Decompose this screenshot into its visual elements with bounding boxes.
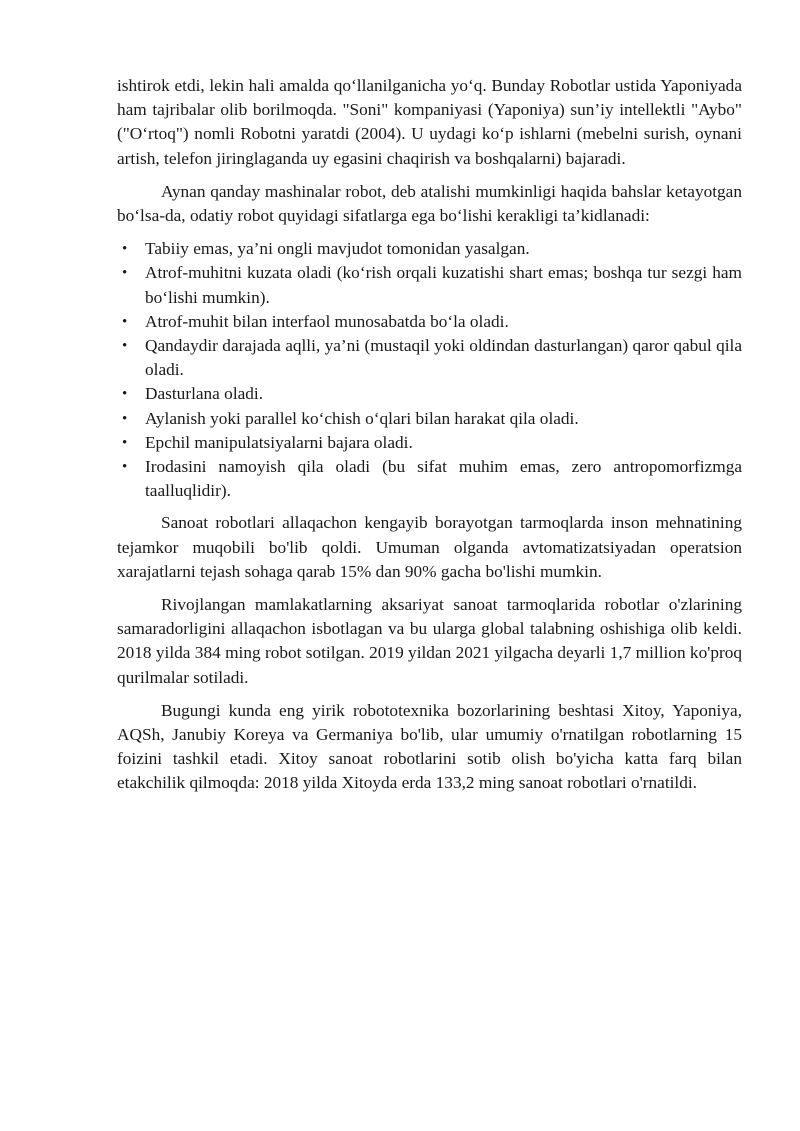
list-item — [117, 237, 742, 261]
list-item — [117, 382, 742, 406]
list-item-text: Aylanish yoki parallel ko‘chish o‘qlari bilan harakat qila oladi. — [145, 408, 579, 428]
list-item-text: Epchil manipulatsiyalarni bajara oladi. — [145, 432, 413, 452]
bullet-icon: • — [122, 410, 128, 427]
list-item-text: Atrof-muhit bilan interfaol munosabatda bo‘la oladi. — [145, 311, 509, 331]
list-item — [117, 261, 742, 309]
paragraph-robot-definition: Aynan qanday mashinalar robot, deb atalishi mumkinligi haqida bahslar ketayotgan bo‘lsa-da, odatiy robot quyidagi sifatlarga ega bo‘lishi kerakligi ta’kidlanadi: — [117, 181, 742, 226]
document-body — [117, 74, 742, 805]
bullet-icon: • — [122, 241, 128, 258]
bullet-icon: • — [122, 459, 128, 476]
bullet-icon: • — [122, 313, 128, 330]
list-item-text: Irodasini namoyish qila oladi (bu sifat muhim emas, zero antropomorfizmga taalluqlidir). — [145, 457, 742, 501]
list-item — [117, 407, 742, 431]
paragraph-largest-markets: Bugungi kunda eng yirik robototexnika bozorlarining beshtasi Xitoy, Yaponiya, AQSh, Janubiy Koreya va Germaniya bo'lib, ular umumiy o'rnatilgan robotlarning 15 foizini tashkil etadi. Xitoy sanoat robotlarini sotib olish bo'yicha katta farq bilan etakchilik qilmoqda: 2018 yilda Xitoyda erda 133,2 ming sanoat robotlari o'rnatildi. — [117, 700, 742, 793]
list-item — [117, 431, 742, 455]
list-item — [117, 334, 742, 382]
bullet-icon: • — [122, 265, 128, 282]
bullet-icon: • — [122, 338, 128, 355]
list-item — [117, 455, 742, 503]
bullet-icon: • — [122, 386, 128, 403]
list-item — [117, 310, 742, 334]
list-item-text: Tabiiy emas, ya’ni ongli mavjudot tomonidan yasalgan. — [145, 239, 530, 259]
bullet-icon: • — [122, 434, 128, 451]
list-item-text: Atrof-muhitni kuzata oladi (ko‘rish orqali kuzatishi shart emas; boshqa tur sezgi ham bo‘lishi mumkin). — [145, 263, 742, 307]
robot-qualities-list — [117, 237, 742, 503]
list-item-text: Dasturlana oladi. — [145, 384, 264, 404]
paragraph-continuation: ishtirok etdi, lekin hali amalda qo‘llanilganicha yo‘q. Bunday Robotlar ustida Yaponiyada ham tajribalar olib borilmoqda. "Soni" kompaniyasi (Yaponiya) sun’iy intellektli "Aybo" ("O‘rtoq") nomli Robotni yaratdi (2004). U uydagi ko‘p ishlarni (mebelni surish, oynani artish, telefon jiringlaganda uy egasini chaqirish va boshqalarni) bajaradi. — [117, 76, 742, 168]
paragraph-developed-countries: Rivojlangan mamlakatlarning aksariyat sanoat tarmoqlarida robotlar o'zlarining samaradorligini allaqachon isbotlagan va bu ularga global talabning oshishiga olib keldi. 2018 yilda 384 ming robot sotilgan. 2019 yildan 2021 yilgacha deyarli 1,7 million ko'proq qurilmalar sotiladi. — [117, 595, 742, 687]
list-item-text: Qandaydir darajada aqlli, ya’ni (mustaqil yoki oldindan dasturlangan) qaror qabul qila oladi. — [145, 336, 742, 380]
paragraph-industrial-robots: Sanoat robotlari allaqachon kengayib borayotgan tarmoqlarda inson mehnatining tejamkor muqobili bo'lib qoldi. Umuman olganda avtomatizatsiyadan operatsion xarajatlarni tejash sohaga qarab 15% dan 90% gacha bo'lishi mumkin. — [117, 513, 742, 581]
